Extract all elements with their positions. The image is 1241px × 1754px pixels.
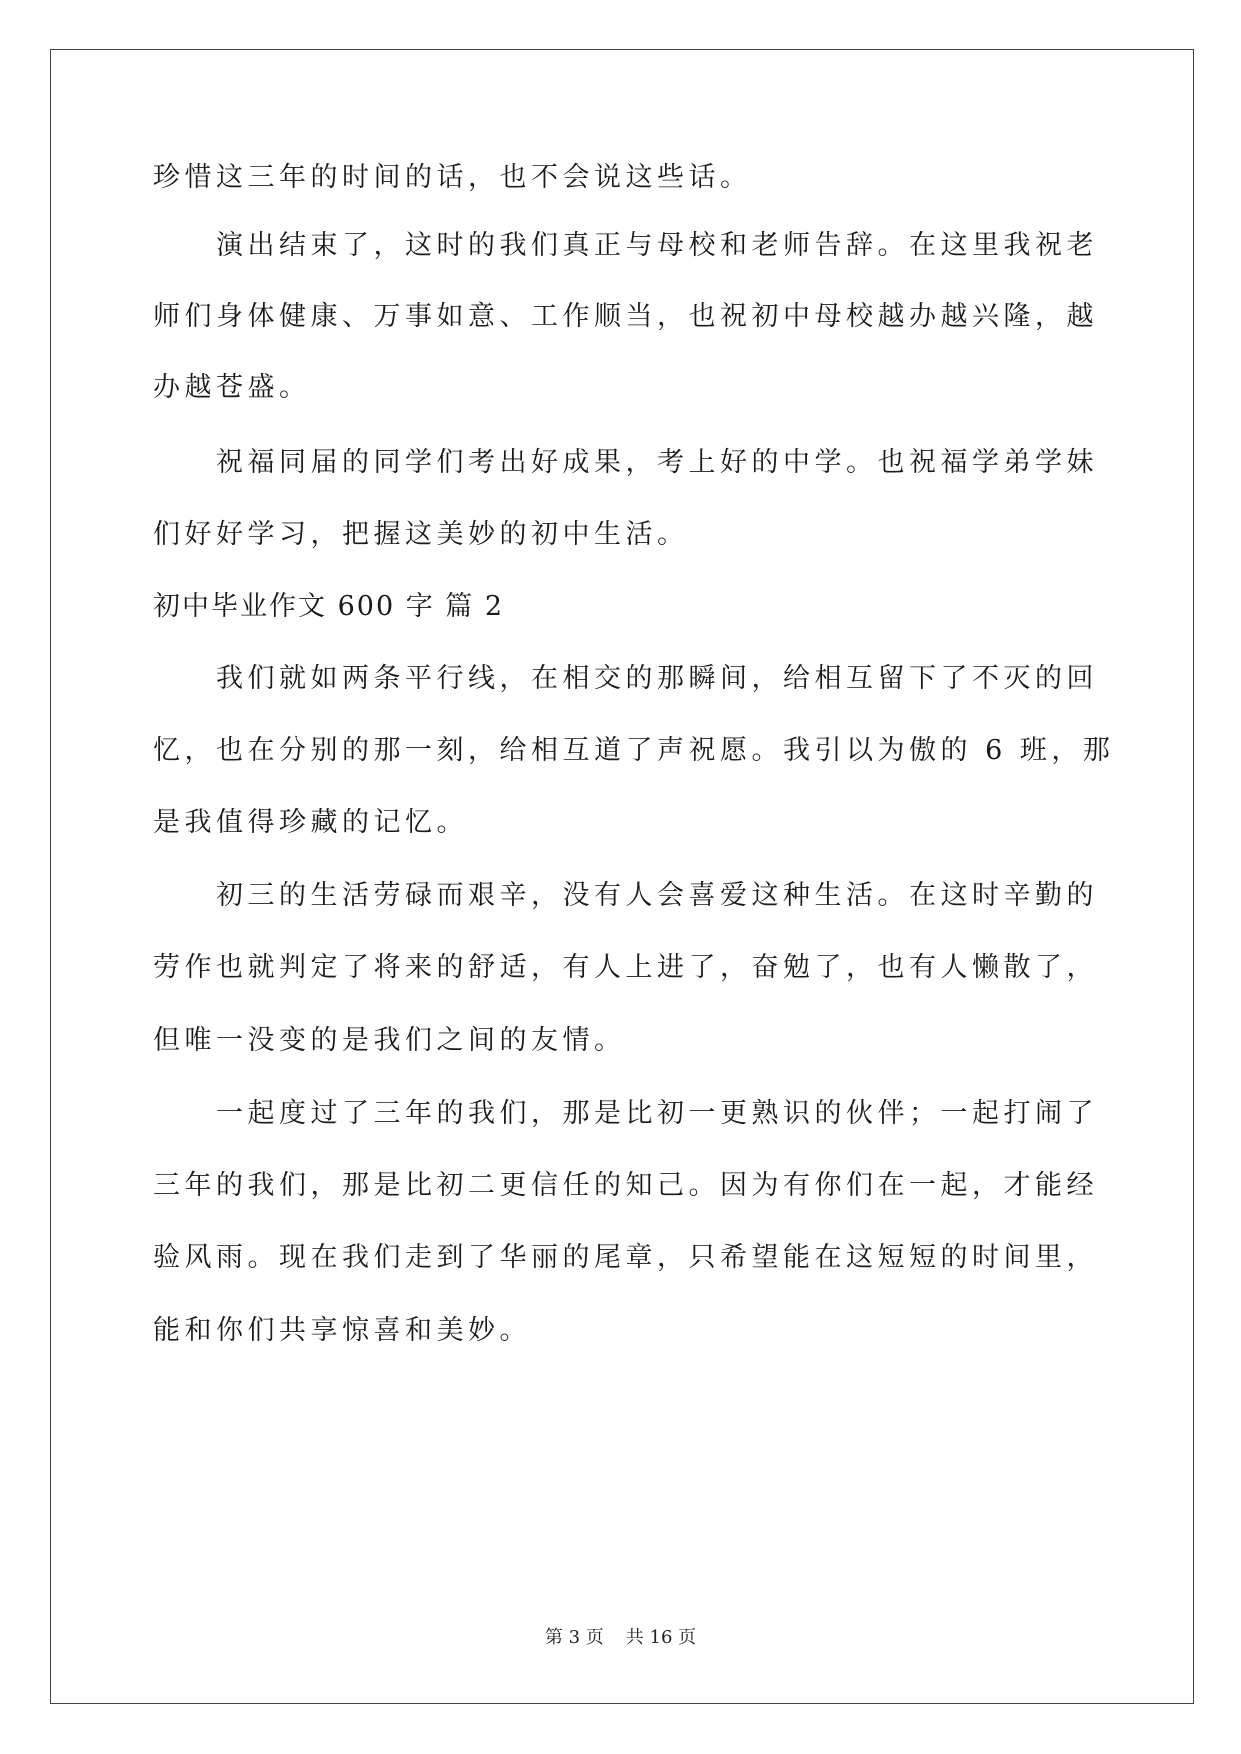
paragraph-line: 师们身体健康、万事如意、工作顺当，也祝初中母校越办越兴隆，越 xyxy=(153,301,1098,332)
paragraph-line: 忆，也在分别的那一刻，给相互道了声祝愿。我引以为傲的 6 班，那 xyxy=(153,735,1115,766)
paragraph-line: 三年的我们，那是比初二更信任的知己。因为有你们在一起，才能经 xyxy=(153,1170,1098,1201)
paragraph-line: 一起度过了三年的我们，那是比初一更熟识的伙伴；一起打闹了 xyxy=(216,1098,1098,1129)
paragraph-line: 我们就如两条平行线，在相交的那瞬间，给相互留下了不灭的回 xyxy=(216,663,1098,694)
paragraph-line: 办越苍盛。 xyxy=(153,372,311,403)
paragraph-line: 们好好学习，把握这美妙的初中生活。 xyxy=(153,519,689,550)
page-number: 第 3 页 xyxy=(544,1627,604,1648)
paragraph-line: 但唯一没变的是我们之间的友情。 xyxy=(153,1025,626,1056)
paragraph-line: 是我值得珍藏的记忆。 xyxy=(153,807,468,838)
paragraph-line: 演出结束了，这时的我们真正与母校和老师告辞。在这里我祝老 xyxy=(216,230,1098,261)
paragraph-line: 祝福同届的同学们考出好成果，考上好的中学。也祝福学弟学妹 xyxy=(216,447,1098,478)
paragraph-line: 能和你们共享惊喜和美妙。 xyxy=(153,1315,531,1346)
paragraph-line: 劳作也就判定了将来的舒适，有人上进了，奋勉了，也有人懒散了， xyxy=(153,952,1098,983)
page-footer xyxy=(0,1626,1241,1650)
paragraph-line: 珍惜这三年的时间的话，也不会说这些话。 xyxy=(153,162,752,193)
paragraph-line: 初三的生活劳碌而艰辛，没有人会喜爱这种生活。在这时辛勤的 xyxy=(216,880,1098,911)
page-total: 共 16 页 xyxy=(625,1627,697,1648)
section-heading: 初中毕业作文 600 字 篇 2 xyxy=(153,591,505,622)
paragraph-line: 验风雨。现在我们走到了华丽的尾章，只希望能在这短短的时间里， xyxy=(153,1242,1098,1273)
